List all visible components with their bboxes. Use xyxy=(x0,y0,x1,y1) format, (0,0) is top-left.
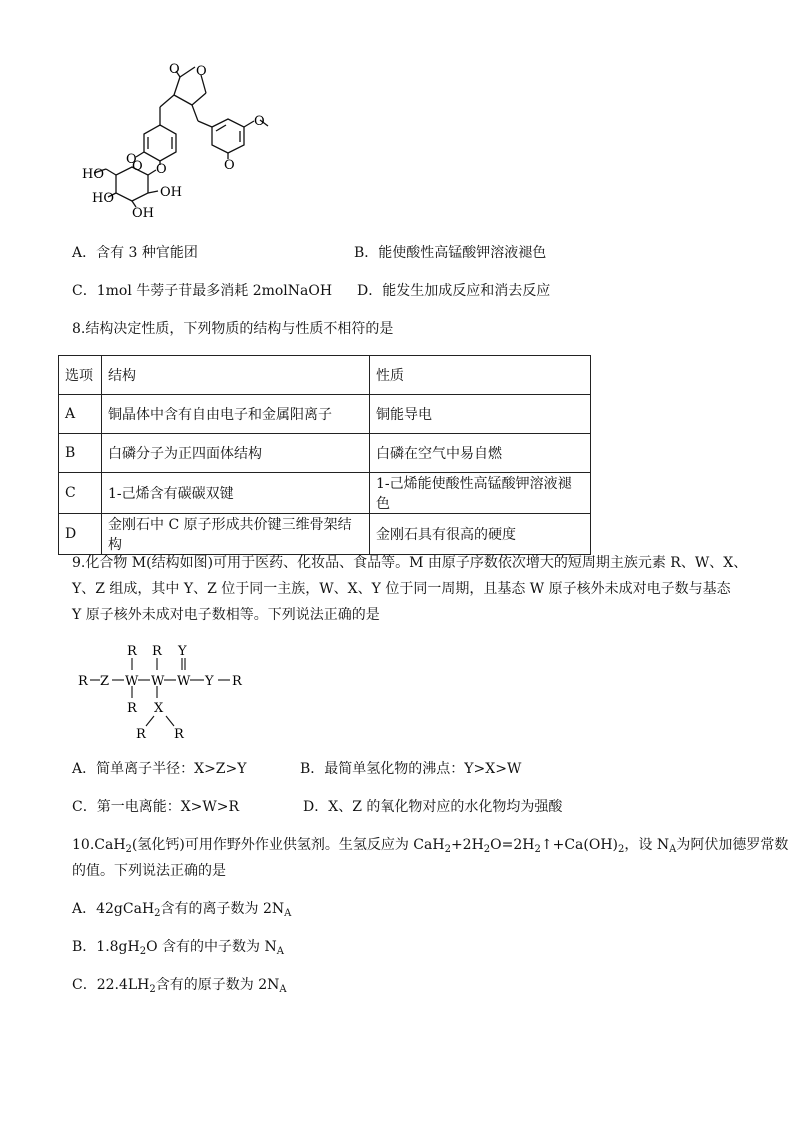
q8-table xyxy=(58,355,591,555)
ho-left: HO xyxy=(92,191,114,206)
cell-structure: 白磷分子为正四面体结构 xyxy=(102,434,370,473)
header-option: 选项 xyxy=(59,356,102,395)
cell-structure: 铜晶体中含有自由电子和金属阳离子 xyxy=(102,395,370,434)
q10-stem-line2: 的值。下列说法正确的是 xyxy=(72,863,226,879)
y-top: Y xyxy=(178,644,187,659)
ether-o: O xyxy=(156,162,167,177)
sugar-ring-o: O xyxy=(132,159,143,174)
r-x-right: R xyxy=(174,727,184,742)
q7-option-a[interactable]: A．含有 3 种官能团 xyxy=(72,245,198,261)
w-atom-2: W xyxy=(151,674,165,689)
q9-option-b[interactable]: B．最简单氢化物的沸点：Y>X>W xyxy=(300,761,522,777)
cell-structure: 金刚石中 C 原子形成共价键三维骨架结构 xyxy=(102,514,370,555)
table-row xyxy=(59,395,591,434)
z-atom: Z xyxy=(100,674,110,689)
r-x-left: R xyxy=(136,727,146,742)
q9-option-c[interactable]: C．第一电离能：X>W>R xyxy=(72,799,240,815)
cell-property: 1-己烯能使酸性高锰酸钾溶液褪色 xyxy=(370,473,591,514)
ring-o: O xyxy=(196,64,207,79)
r-top-2: R xyxy=(152,644,162,659)
r-left: R xyxy=(78,674,88,689)
q9-option-d[interactable]: D．X、Z 的氧化物对应的水化物均为强酸 xyxy=(303,799,563,815)
carbonyl-o: O xyxy=(169,62,180,77)
q7-option-c[interactable]: C．1mol 牛蒡子苷最多消耗 2molNaOH xyxy=(72,283,333,299)
x-atom: X xyxy=(154,701,164,716)
q7-option-d[interactable]: D．能发生加成反应和消去反应 xyxy=(357,283,551,299)
y-atom: Y xyxy=(205,674,214,689)
header-property: 性质 xyxy=(370,356,591,395)
w-atom-3: W xyxy=(177,674,191,689)
cell-option: C xyxy=(59,473,102,514)
q9-stem-line1: 9.化合物 M(结构如图)可用于医药、化妆品、食品等。M 由原子序数依次增大的短周期主族元素 R、W、X、 xyxy=(72,555,748,571)
q10-option-c[interactable]: C．$22.4LH_2$含有的原子数为 $2N_A$ xyxy=(72,977,287,995)
q10-option-a[interactable]: A．42gCaH$_2$含有的离子数为 $2N_A$ xyxy=(72,901,292,919)
r-top-1: R xyxy=(127,644,137,659)
methoxy-o-right1: O xyxy=(254,114,265,129)
q9-option-a[interactable]: A．简单离子半径：X>Z>Y xyxy=(72,761,247,777)
oh-right: OH xyxy=(160,185,182,200)
table-header-row xyxy=(59,356,591,395)
q9-stem-line2: Y、Z 组成，其中 Y、Z 位于同一主族，W、X、Y 位于同一周期，且基态 W 原子核外未成对电子数与基态 xyxy=(72,581,731,597)
cell-option: B xyxy=(59,434,102,473)
q10-option-b[interactable]: B．$1.8gH_2O$ 含有的中子数为 $N_A$ xyxy=(72,939,284,957)
q7-option-b[interactable]: B．能使酸性高锰酸钾溶液褪色 xyxy=(354,245,547,261)
methoxy-o-left: O xyxy=(126,152,137,167)
q9-structure-diagram xyxy=(72,640,262,745)
oh-bottom: OH xyxy=(132,206,154,221)
table-row xyxy=(59,434,591,473)
methoxy-o-right2: O xyxy=(224,158,235,173)
ho-top: HO xyxy=(82,167,104,182)
table-row xyxy=(59,473,591,514)
q10-stem-line1: 10.CaH$_2$(氢化钙)可用作野外作业供氢剂。生氢反应为 $CaH_2+2H_2O=2H_2↑+Ca(OH)_2$，设 $N_A$为阿伏加德罗常数 xyxy=(72,837,789,855)
header-structure: 结构 xyxy=(102,356,370,395)
cell-property: 白磷在空气中易自燃 xyxy=(370,434,591,473)
cell-option: D xyxy=(59,514,102,555)
r-bottom-1: R xyxy=(127,701,137,716)
r-right: R xyxy=(232,674,242,689)
cell-option: A xyxy=(59,395,102,434)
q7-molecule-structure xyxy=(70,55,290,230)
w-atom-1: W xyxy=(125,674,139,689)
cell-structure: 1-己烯含有碳碳双键 xyxy=(102,473,370,514)
cell-property: 铜能导电 xyxy=(370,395,591,434)
q8-stem: 8.结构决定性质，下列物质的结构与性质不相符的是 xyxy=(72,321,394,337)
cell-property: 金刚石具有很高的硬度 xyxy=(370,514,591,555)
q9-stem-line3: Y 原子核外未成对电子数相等。下列说法正确的是 xyxy=(72,607,380,623)
table-row xyxy=(59,514,591,555)
